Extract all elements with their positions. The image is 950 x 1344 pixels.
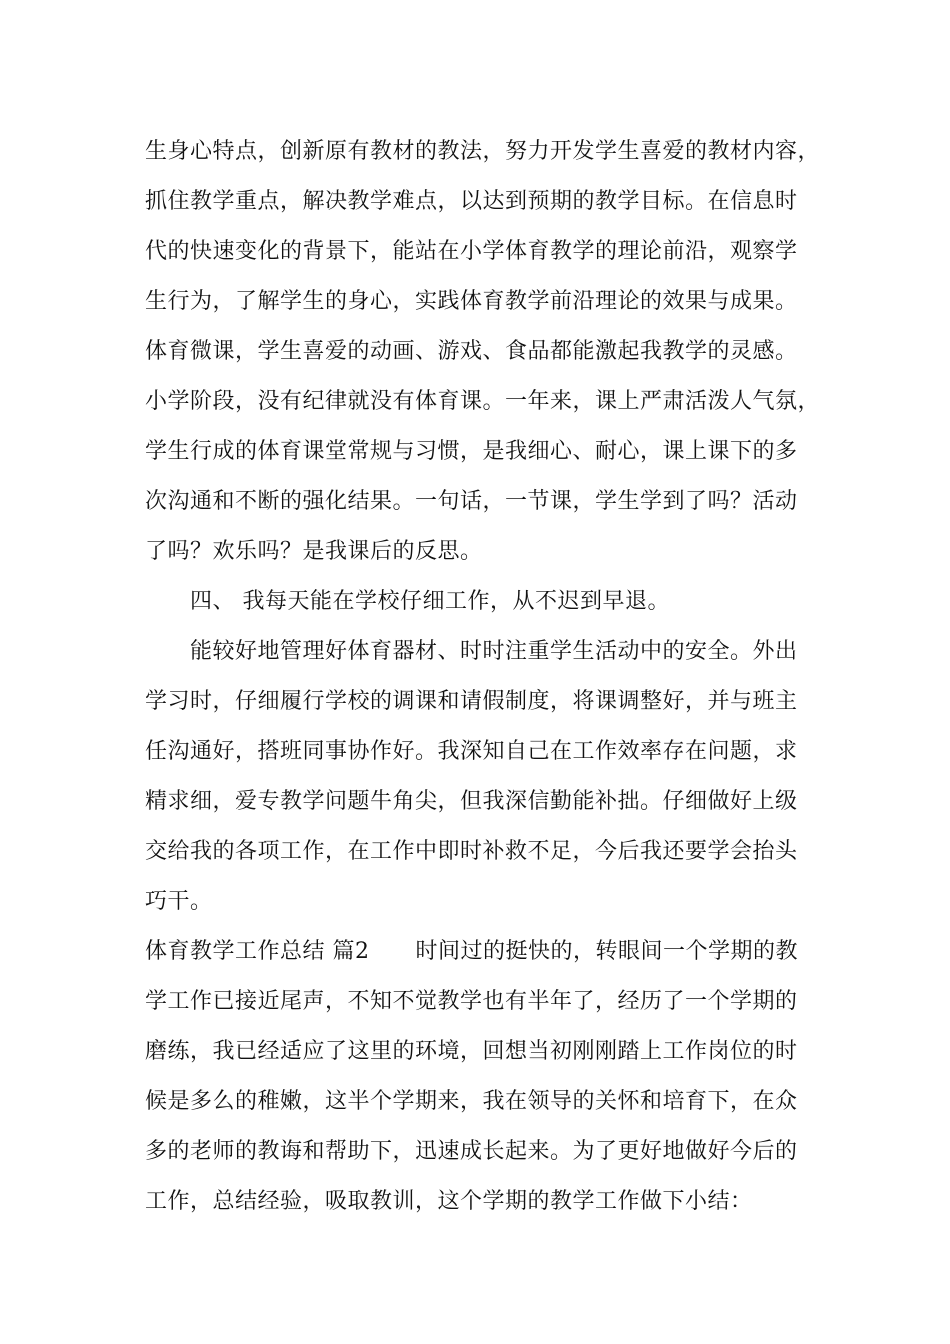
text-line: 体育微课，学生喜爱的动画、游戏、食品都能激起我教学的灵感。 (145, 339, 798, 364)
text-line: 学工作已接近尾声，不知不觉教学也有半年了，经历了一个学期的 (145, 989, 798, 1014)
text-line: 学生行成的体育课堂常规与习惯，是我细心、耐心，课上课下的多 (145, 439, 798, 464)
text-line: 精求细，爱专教学问题牛角尖，但我深信勤能补拙。仔细做好上级 (145, 789, 798, 814)
text-line: 生行为，了解学生的身心，实践体育教学前沿理论的效果与成果。 (145, 289, 798, 314)
text-line: 巧干。 (145, 889, 213, 914)
text-line: 代的快速变化的背景下，能站在小学体育教学的理论前沿，观察学 (145, 239, 798, 264)
text-line: 多的老师的教诲和帮助下，迅速成长起来。为了更好地做好今后的 (145, 1139, 798, 1164)
text-line: 任沟通好，搭班同事协作好。我深知自己在工作效率存在问题，求 (145, 739, 798, 764)
text-line: 工作，总结经验，吸取教训，这个学期的教学工作做下小结： (145, 1189, 753, 1214)
text-line: 时间过的挺快的，转眼间一个学期的教 (415, 939, 799, 964)
text-line: 次沟通和不断的强化结果。一句话，一节课，学生学到了吗？活动 (145, 489, 798, 514)
article-title: 体育教学工作总结 篇2 (145, 939, 370, 964)
text-line: 能较好地管理好体育器材、时时注重学生活动中的安全。外出 (190, 639, 798, 664)
text-line: 生身心特点，创新原有教材的教法，努力开发学生喜爱的教材内容， (145, 139, 821, 164)
text-line: 小学阶段，没有纪律就没有体育课。一年来，课上严肃活泼人气氛， (145, 389, 821, 414)
text-line: 了吗？欢乐吗？是我课后的反思。 (145, 539, 483, 564)
text-line: 抓住教学重点，解决教学难点，以达到预期的教学目标。在信息时 (145, 189, 798, 214)
article-heading-line (145, 937, 798, 967)
text-line: 交给我的各项工作，在工作中即时补救不足，今后我还要学会抬头 (145, 839, 798, 864)
text-line: 学习时，仔细履行学校的调课和请假制度，将课调整好，并与班主 (145, 689, 798, 714)
text-line: 磨练，我已经适应了这里的环境，回想当初刚刚踏上工作岗位的时 (145, 1039, 798, 1064)
section-heading-four: 四、 我每天能在学校仔细工作，从不迟到早退。 (190, 589, 670, 614)
text-line: 候是多么的稚嫩，这半个学期来，我在领导的关怀和培育下，在众 (145, 1089, 798, 1114)
